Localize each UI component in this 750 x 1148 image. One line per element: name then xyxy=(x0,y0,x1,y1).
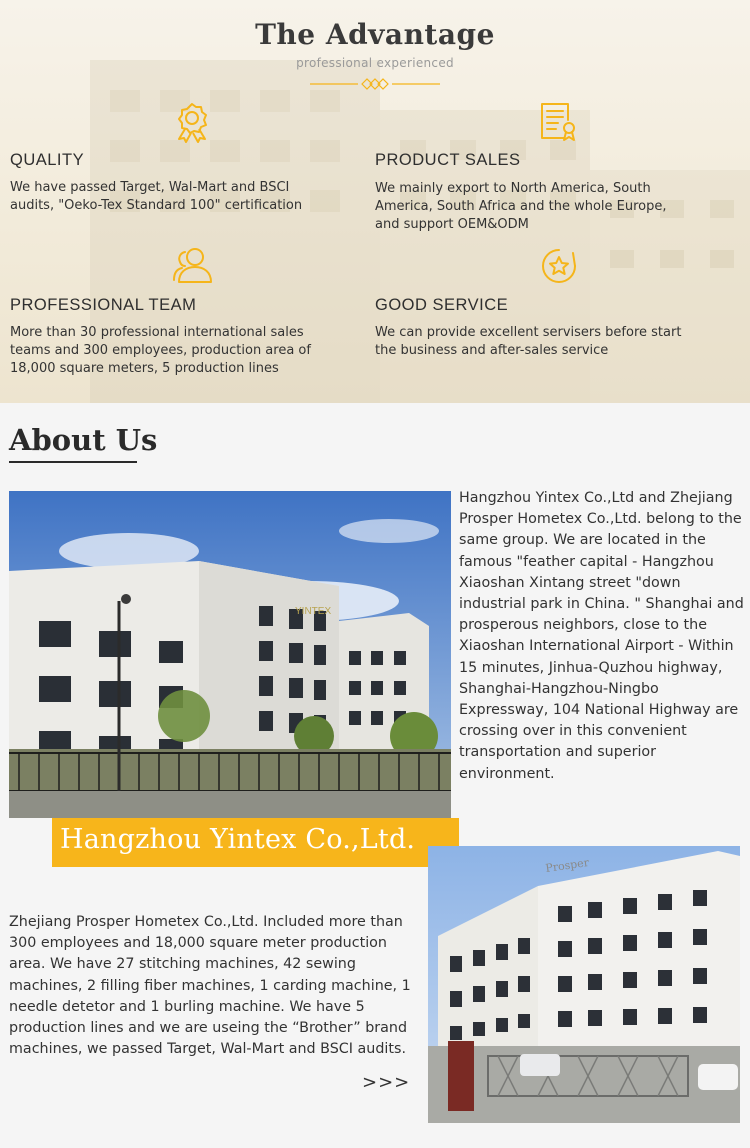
more-arrows-link[interactable]: >>> xyxy=(362,1072,411,1093)
about-title-underline xyxy=(9,461,137,463)
advantage-title: The Advantage xyxy=(255,18,495,51)
about-title: About Us xyxy=(9,423,158,457)
svg-text:Prosper: Prosper xyxy=(544,856,590,875)
star-badge-icon xyxy=(537,245,581,289)
feature-text-professional-team: More than 30 professional international sales teams and 300 employees, production area of 18,000 square meters, 5 production lines xyxy=(10,325,311,376)
feature-title-quality: QUALITY xyxy=(10,151,85,169)
about-paragraph-1: Hangzhou Yintex Co.,Ltd and Zhejiang Prosper Hometex Co.,Ltd. belong to the same group. We are located in the famous "feather capital - Hangzhou Xiaoshan Xintang street "down industrial park in China. " Shanghai and prosperous neighbors, close to the Xiaoshan International Airport - Within 15 minutes, Jinhua-Quzhou highway, Shanghai-Hangzhou-Ningbo Expressway, 104 National Highway are crossing over in this convenient transportation and superior environment. xyxy=(459,490,744,782)
feature-text-good-service: We can provide excellent servisers before start the business and after-sales service xyxy=(375,325,682,358)
yintex-building-photo xyxy=(9,491,451,818)
certificate-document-icon xyxy=(536,100,580,144)
award-ribbon-icon xyxy=(170,100,214,144)
prosper-building-photo xyxy=(428,846,740,1123)
company-name-banner xyxy=(52,818,459,867)
feature-title-good-service: GOOD SERVICE xyxy=(375,296,509,314)
feature-text-product-sales: We mainly export to North America, South America, South Africa and the whole Europe, and support OEM&ODM xyxy=(375,181,667,232)
ornament-divider xyxy=(310,76,440,92)
about-paragraph-2: Zhejiang Prosper Hometex Co.,Ltd. Included more than 300 employees and 18,000 square meter production area. We have 27 stitching machines, 42 sewing machines, 2 filling fiber machines, 1 carding machine, 1 needle detetor and 1 burling machine. We have 5 production lines and we are useing the “Brother” brand machines, we passed Target, Wal-Mart and BSCI audits. xyxy=(9,914,411,1058)
feature-text-quality: We have passed Target, Wal-Mart and BSCI audits, "Oeko-Tex Standard 100" certification xyxy=(10,180,303,213)
advantage-section xyxy=(0,0,750,403)
feature-title-product-sales: PRODUCT SALES xyxy=(375,151,521,169)
advantage-subtitle: professional experienced xyxy=(296,56,454,70)
company-name-label: Hangzhou Yintex Co.,Ltd. xyxy=(60,824,416,855)
svg-text:YINTEX: YINTEX xyxy=(295,606,332,617)
team-users-icon xyxy=(171,244,215,288)
feature-title-professional-team: PROFESSIONAL TEAM xyxy=(10,296,197,314)
